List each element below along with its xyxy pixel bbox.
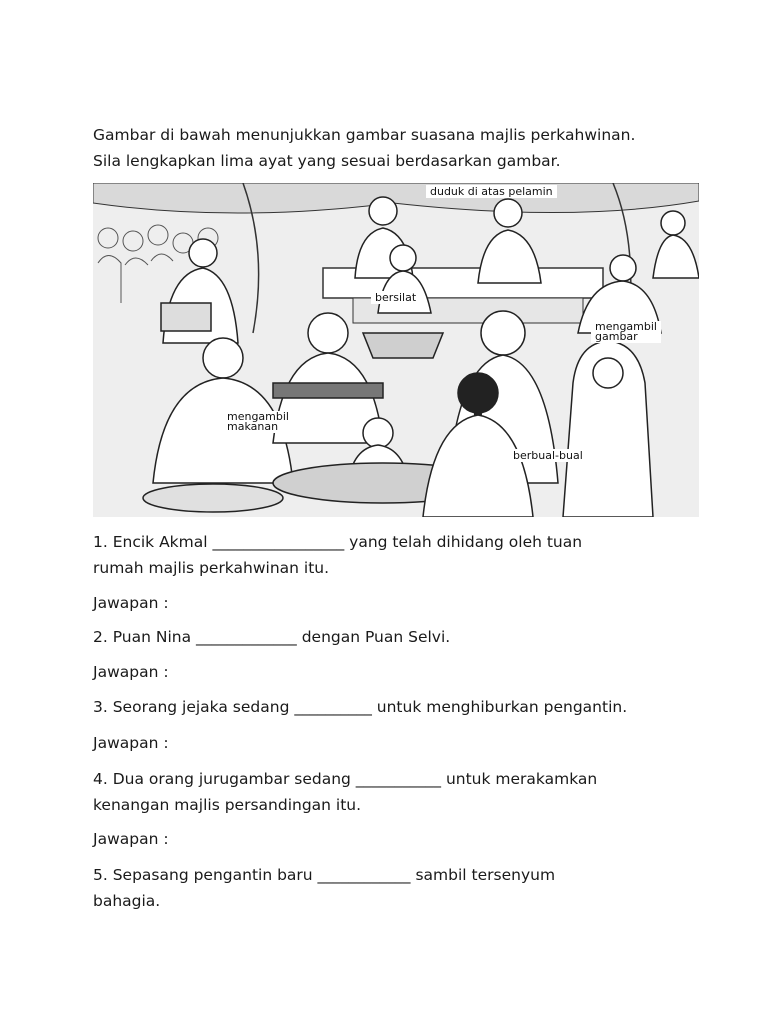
instructions	[93, 122, 673, 174]
wedding-scene-illustration	[93, 183, 699, 517]
question-4	[93, 766, 673, 818]
instructions-line-2: Sila lengkapkan lima ayat yang sesuai berdasarkan gambar.	[93, 152, 561, 170]
label-mengambil-makanan	[223, 411, 293, 433]
question-4-line-1: 4. Dua orang jurugambar sedang ___________ untuk merakamkan	[93, 770, 598, 788]
label-mengambil-gambar-line-1: mengambil	[595, 320, 657, 333]
label-berbual-bual: berbual-bual	[509, 449, 587, 462]
question-1	[93, 529, 673, 581]
question-2: 2. Puan Nina _____________ dengan Puan Selvi.	[93, 628, 451, 646]
question-3: 3. Seorang jejaka sedang __________ untuk menghiburkan pengantin.	[93, 698, 628, 716]
answer-1-label: Jawapan :	[93, 594, 169, 612]
question-1-line-2: rumah majlis perkahwinan itu.	[93, 559, 330, 577]
instructions-line-1: Gambar di bawah menunjukkan gambar suasana majlis perkahwinan.	[93, 126, 636, 144]
answer-4-label: Jawapan :	[93, 830, 169, 848]
label-pelamin: duduk di atas pelamin	[426, 185, 557, 198]
question-4-line-2: kenangan majlis persandingan itu.	[93, 796, 362, 814]
question-5-line-2: bahagia.	[93, 892, 161, 910]
label-mengambil-makanan-line-2: makanan	[227, 420, 279, 433]
answer-3-label: Jawapan :	[93, 734, 169, 752]
question-5	[93, 862, 673, 914]
label-bersilat: bersilat	[371, 291, 420, 304]
label-mengambil-gambar-line-2: gambar	[595, 330, 638, 343]
label-mengambil-gambar	[591, 321, 661, 343]
answer-2-label: Jawapan :	[93, 663, 169, 681]
question-1-line-1: 1. Encik Akmal _________________ yang telah dihidang oleh tuan	[93, 533, 583, 551]
question-5-line-1: 5. Sepasang pengantin baru ____________ sambil tersenyum	[93, 866, 556, 884]
wedding-scene-drawing	[93, 183, 699, 517]
label-mengambil-makanan-line-1: mengambil	[227, 410, 289, 423]
